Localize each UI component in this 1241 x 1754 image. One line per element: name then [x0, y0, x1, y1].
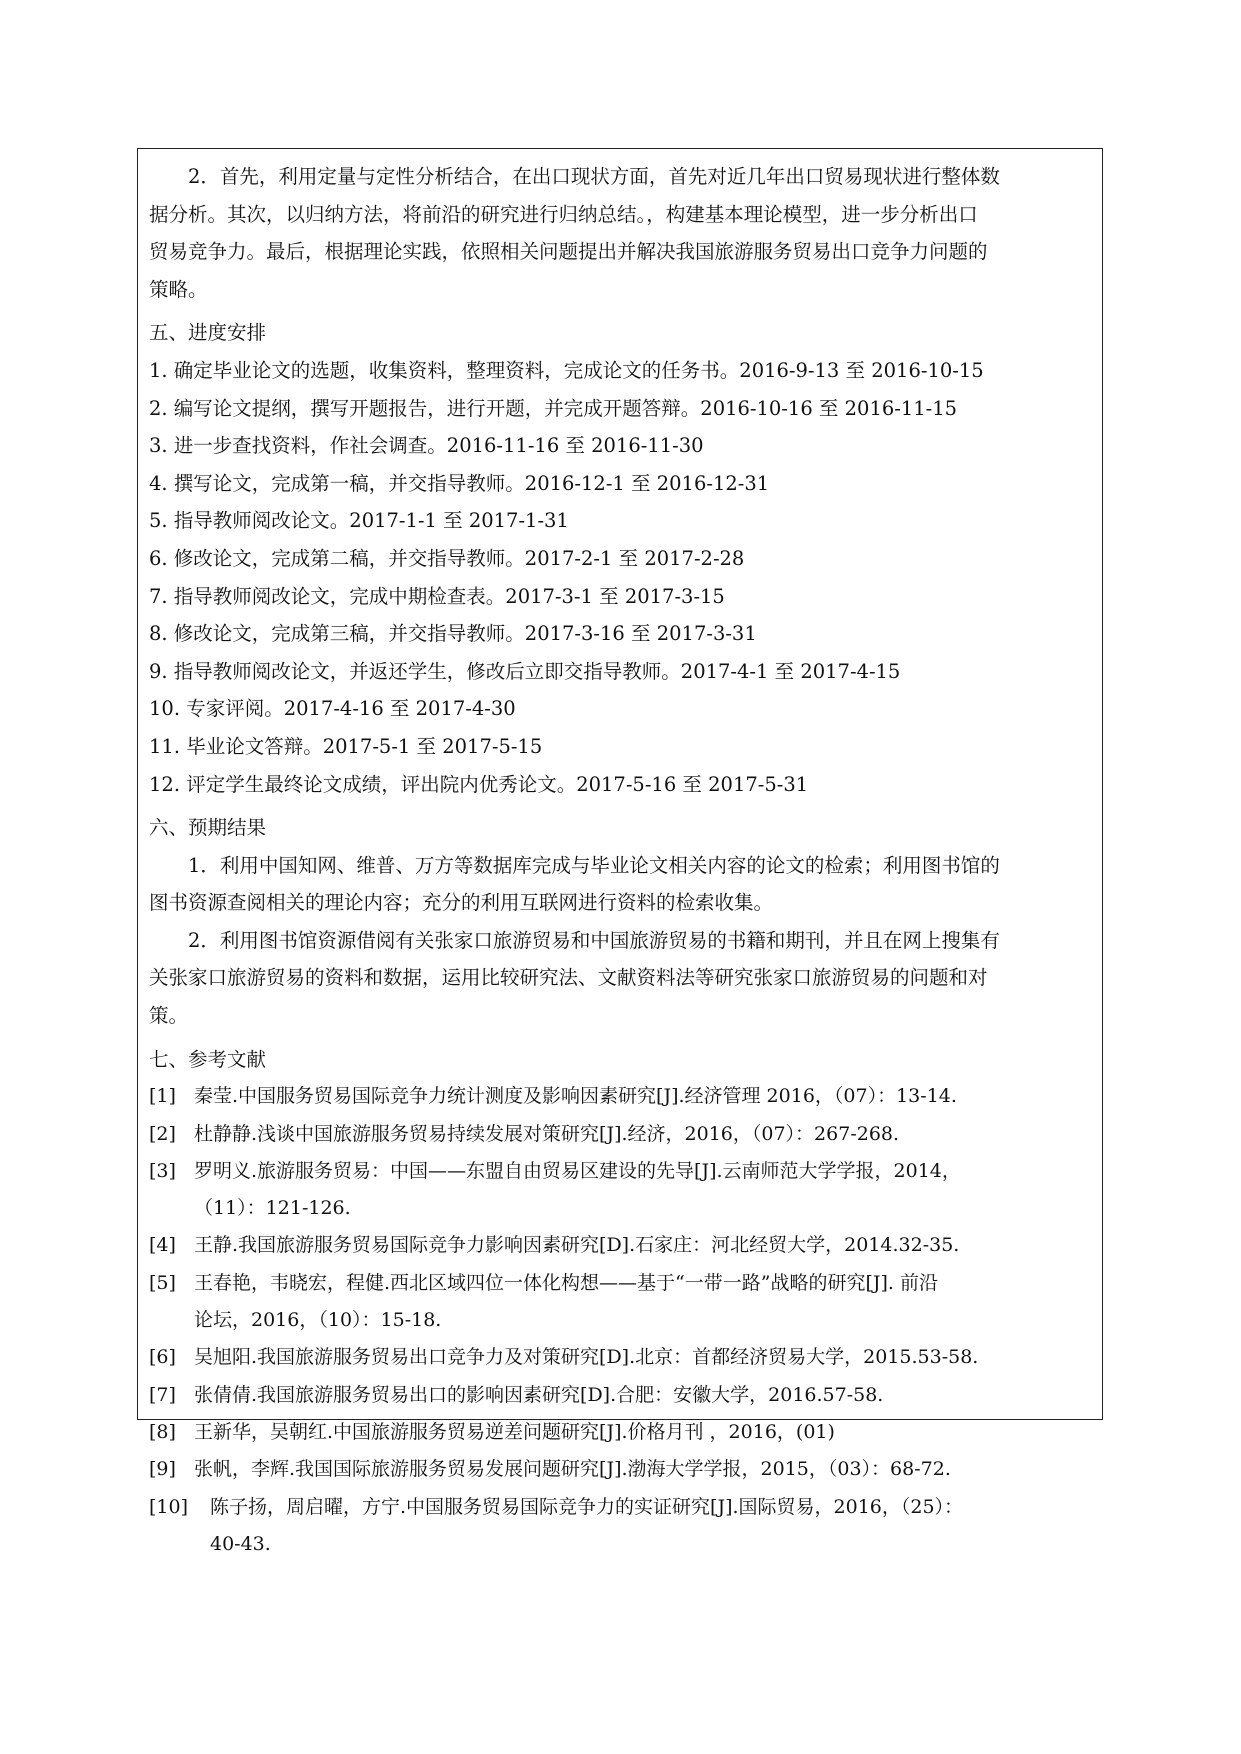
reference-item	[149, 1489, 1093, 1526]
method-paragraph	[149, 158, 1093, 308]
reference-text: 王春艳，韦晓宏，程健.西北区域四位一体化构想——基于“一带一路”战略的研究[J]. 前沿	[194, 1271, 938, 1294]
reference-item	[149, 1116, 1093, 1153]
text-line: 据分析。其次，以归纳方法，将前沿的研究进行归纳总结。，构建基本理论模型，进一步分析出口	[149, 202, 978, 226]
schedule-item: 1. 确定毕业论文的选题，收集资料，整理资料，完成论文的任务书。2016-9-13 至 2016-10-15	[149, 358, 984, 382]
text-line: 关张家口旅游贸易的资料和数据，运用比较研究法、文献资料法等研究张家口旅游贸易的问题和对	[149, 966, 988, 990]
expected-paragraph-1	[149, 847, 1093, 922]
reference-number: [8]	[149, 1420, 176, 1443]
schedule-item: 6. 修改论文，完成第二稿，并交指导教师。2017-2-1 至 2017-2-28	[149, 546, 745, 570]
text-line: 策略。	[149, 277, 208, 301]
reference-item	[149, 1377, 1093, 1414]
reference-item	[149, 1451, 1093, 1488]
expected-paragraph-2	[149, 922, 1093, 1035]
reference-list	[149, 1078, 1093, 1563]
schedule-item: 8. 修改论文，完成第三稿，并交指导教师。2017-3-16 至 2017-3-31	[149, 622, 757, 646]
section-heading-expected: 六、预期结果	[149, 816, 267, 840]
reference-text: 张倩倩.我国旅游服务贸易出口的影响因素研究[D].合肥：安徽大学，2016.57-58.	[194, 1383, 884, 1406]
reference-text: 陈子扬，周启曜，方宁.中国服务贸易国际竞争力的实证研究[J].国际贸易，2016，（25）：	[210, 1495, 964, 1518]
reference-text: 吴旭阳.我国旅游服务贸易出口竞争力及对策研究[D].北京：首都经济贸易大学，2015.53-58.	[194, 1346, 979, 1369]
reference-item	[149, 1227, 1093, 1264]
schedule-item: 11. 毕业论文答辩。2017-5-1 至 2017-5-15	[149, 734, 543, 758]
reference-item	[149, 1265, 1093, 1302]
reference-number: [10]	[149, 1495, 189, 1518]
reference-number: [1]	[149, 1085, 176, 1108]
reference-number: [2]	[149, 1122, 176, 1145]
reference-item	[149, 1339, 1093, 1376]
text-line: 贸易竞争力。最后，根据理论实践，依照相关问题提出并解决我国旅游服务贸易出口竞争力问题的	[149, 240, 988, 264]
document-content	[149, 158, 1093, 1563]
schedule-item: 10. 专家评阅。2017-4-16 至 2017-4-30	[149, 697, 516, 721]
reference-text: 张帆，李辉.我国国际旅游服务贸易发展问题研究[J].渤海大学学报，2015，（03）：68-72.	[194, 1458, 951, 1481]
schedule-item: 9. 指导教师阅改论文，并返还学生，修改后立即交指导教师。2017-4-1 至 2017-4-15	[149, 659, 901, 683]
reference-text: 杜静静.浅谈中国旅游服务贸易持续发展对策研究[J].经济，2016，（07）：267-268.	[194, 1122, 900, 1145]
schedule-item: 5. 指导教师阅改论文。2017-1-1 至 2017-1-31	[149, 509, 569, 533]
schedule-item: 3. 进一步查找资料，作社会调查。2016-11-16 至 2016-11-30	[149, 434, 704, 458]
reference-number: [3]	[149, 1159, 176, 1182]
text-line: 1．利用中国知网、维普、万方等数据库完成与毕业论文相关内容的论文的检索；利用图书馆的	[188, 853, 1000, 877]
reference-number: [9]	[149, 1458, 176, 1481]
reference-item	[149, 1078, 1093, 1115]
text-line: 2．利用图书馆资源借阅有关张家口旅游贸易和中国旅游贸易的书籍和期刊，并且在网上搜集有	[188, 928, 1000, 952]
section-heading-schedule: 五、进度安排	[149, 321, 267, 345]
reference-item	[149, 1414, 1093, 1451]
section-heading-references: 七、参考文献	[149, 1047, 267, 1071]
reference-text: 王新华，吴朝红.中国旅游服务贸易逆差问题研究[J].价格月刊 ，2016，(01)	[194, 1420, 835, 1443]
schedule-item: 4. 撰写论文，完成第一稿，并交指导教师。2016-12-1 至 2016-12-31	[149, 471, 770, 495]
text-line: 策。	[149, 1004, 189, 1028]
reference-item	[149, 1153, 1093, 1190]
text-line: 图书资源查阅相关的理论内容；充分的利用互联网进行资料的检索收集。	[149, 891, 774, 915]
reference-text: 罗明义.旅游服务贸易：中国——东盟自由贸易区建设的先导[J].云南师范大学学报，2014，	[194, 1159, 961, 1182]
text-line: 2．首先，利用定量与定性分析结合，在出口现状方面，首先对近几年出口贸易现状进行整体数	[188, 165, 1000, 188]
reference-text-continued: 40-43.	[210, 1532, 271, 1555]
reference-number: [5]	[149, 1271, 176, 1294]
schedule-item: 7. 指导教师阅改论文，完成中期检查表。2017-3-1 至 2017-3-15	[149, 584, 725, 608]
reference-number: [6]	[149, 1346, 176, 1369]
reference-number: [4]	[149, 1234, 176, 1257]
reference-text-continued: （11）：121-126.	[194, 1197, 351, 1220]
schedule-item: 2. 编写论文提纲，撰写开题报告，进行开题，并完成开题答辩。2016-10-16 至 2016-11-15	[149, 396, 958, 420]
reference-text: 秦莹.中国服务贸易国际竞争力统计测度及影响因素研究[J].经济管理 2016，（07）：13-14.	[194, 1085, 957, 1108]
schedule-item: 12. 评定学生最终论文成绩，评出院内优秀论文。2017-5-16 至 2017-5-31	[149, 772, 809, 796]
reference-text: 王静.我国旅游服务贸易国际竞争力影响因素研究[D].石家庄：河北经贸大学，2014.32-35.	[194, 1234, 960, 1257]
schedule-list	[149, 352, 1093, 803]
reference-text-continued: 论坛，2016，（10）：15-18.	[194, 1309, 442, 1332]
reference-number: [7]	[149, 1383, 176, 1406]
